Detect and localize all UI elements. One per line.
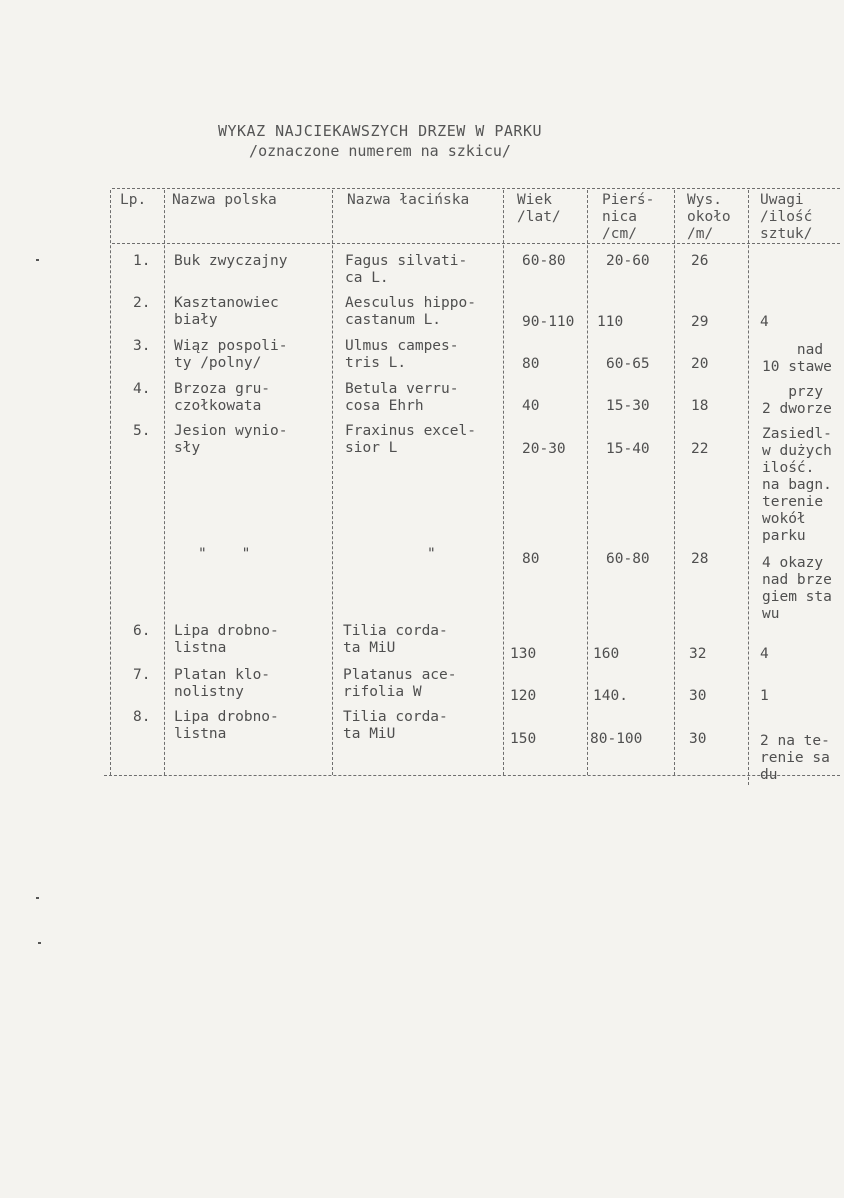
row-8-polska: Lipa drobno- listna — [174, 709, 279, 742]
row-5b-wys: 28 — [691, 551, 709, 567]
row-4-wys: 18 — [691, 398, 709, 414]
row-8-wys: 30 — [689, 731, 707, 747]
row-6-piersnica: 160 — [593, 646, 620, 662]
document-title: WYKAZ NAJCIEKAWSZYCH DRZEW W PARKU — [217, 122, 543, 140]
row-2-lacinska: Aesculus hippo- castanum L. — [345, 295, 476, 328]
row-2-wys: 29 — [691, 314, 709, 330]
row-5-uwagi: Zasiedl- w dużych ilość. na bagn. terenie wokół parku — [762, 426, 832, 544]
row-6-wiek: 130 — [510, 646, 537, 662]
row-6-wys: 32 — [689, 646, 707, 662]
row-6-lp: 6. — [133, 623, 151, 639]
row-5b-polska-ditto: " " — [198, 546, 251, 562]
row-8-wiek: 150 — [510, 731, 537, 747]
row-4-polska: Brzoza gru- czołkowata — [174, 381, 271, 414]
row-5-polska: Jesion wynio- sły — [174, 423, 288, 456]
header-nazwa-lacinska: Nazwa łacińska — [347, 192, 470, 208]
header-wysokosc: Wys. około /m/ — [687, 192, 731, 242]
row-1-lp: 1. — [133, 253, 151, 269]
header-uwagi: Uwagi /ilość sztuk/ — [760, 192, 813, 242]
row-4-piersnica: 15-30 — [606, 398, 650, 414]
row-1-wiek: 60-80 — [522, 253, 566, 269]
row-6-polska: Lipa drobno- listna — [174, 623, 279, 656]
header-separator — [112, 243, 840, 244]
margin-mark — [36, 897, 39, 899]
header-piersnica: Pierś- nica /cm/ — [602, 192, 655, 242]
row-7-uwagi: 1 — [760, 688, 769, 704]
margin-mark — [36, 259, 39, 261]
row-5b-lacinska-ditto: " — [427, 546, 436, 562]
row-1-wys: 26 — [691, 253, 709, 269]
row-2-polska: Kasztanowiec biały — [174, 295, 279, 328]
row-5-piersnica: 15-40 — [606, 441, 650, 457]
row-3-lp: 3. — [133, 338, 151, 354]
margin-mark — [38, 942, 41, 944]
document-subtitle: /oznaczone numerem na szkicu/ — [249, 142, 511, 160]
row-4-lp: 4. — [133, 381, 151, 397]
row-5b-piersnica: 60-80 — [606, 551, 650, 567]
row-4-uwagi: przy 2 dworze — [762, 384, 832, 417]
table-top-border — [112, 188, 840, 189]
column-divider-lp — [164, 190, 165, 775]
column-divider-polska — [332, 190, 333, 775]
row-8-piersnica: 80-100 — [590, 731, 643, 747]
row-5b-wiek: 80 — [522, 551, 540, 567]
row-8-uwagi: 2 na te- renie sa du — [760, 733, 830, 783]
column-divider-wiek — [587, 190, 588, 775]
row-3-uwagi: nad 10 stawe — [762, 342, 832, 375]
column-divider-lacinska — [503, 190, 504, 775]
row-3-wiek: 80 — [522, 356, 540, 372]
table-left-border — [110, 190, 111, 775]
row-3-piersnica: 60-65 — [606, 356, 650, 372]
row-5-wiek: 20-30 — [522, 441, 566, 457]
row-7-lp: 7. — [133, 667, 151, 683]
row-2-wiek: 90-110 — [522, 314, 575, 330]
title-block — [0, 122, 760, 160]
row-1-lacinska: Fagus silvati- ca L. — [345, 253, 468, 286]
row-1-piersnica: 20-60 — [606, 253, 650, 269]
header-nazwa-polska: Nazwa polska — [172, 192, 277, 208]
row-6-lacinska: Tilia corda- ta MiU — [343, 623, 448, 656]
row-8-lacinska: Tilia corda- ta MiU — [343, 709, 448, 742]
row-7-piersnica: 140. — [593, 688, 628, 704]
row-8-lp: 8. — [133, 709, 151, 725]
row-5-lacinska: Fraxinus excel- sior L — [345, 423, 476, 456]
row-2-uwagi: 4 — [760, 314, 769, 330]
row-5-wys: 22 — [691, 441, 709, 457]
row-6-uwagi: 4 — [760, 646, 769, 662]
row-5b-uwagi: 4 okazy nad brze giem sta wu — [762, 555, 832, 622]
row-5-lp: 5. — [133, 423, 151, 439]
column-divider-wys — [748, 190, 749, 785]
row-7-wiek: 120 — [510, 688, 537, 704]
column-divider-piersnica — [674, 190, 675, 775]
header-lp: Lp. — [120, 192, 147, 208]
row-2-lp: 2. — [133, 295, 151, 311]
row-4-wiek: 40 — [522, 398, 540, 414]
row-7-wys: 30 — [689, 688, 707, 704]
header-wiek: Wiek /lat/ — [517, 192, 561, 225]
row-2-piersnica: 110 — [597, 314, 624, 330]
row-7-lacinska: Platanus ace- rifolia W — [343, 667, 457, 700]
row-7-polska: Platan klo- nolistny — [174, 667, 271, 700]
row-1-polska: Buk zwyczajny — [174, 253, 288, 269]
row-3-wys: 20 — [691, 356, 709, 372]
row-3-polska: Wiąz pospoli- ty /polny/ — [174, 338, 288, 371]
table-bottom-border — [104, 775, 840, 776]
row-4-lacinska: Betula verru- cosa Ehrh — [345, 381, 459, 414]
row-3-lacinska: Ulmus campes- tris L. — [345, 338, 459, 371]
